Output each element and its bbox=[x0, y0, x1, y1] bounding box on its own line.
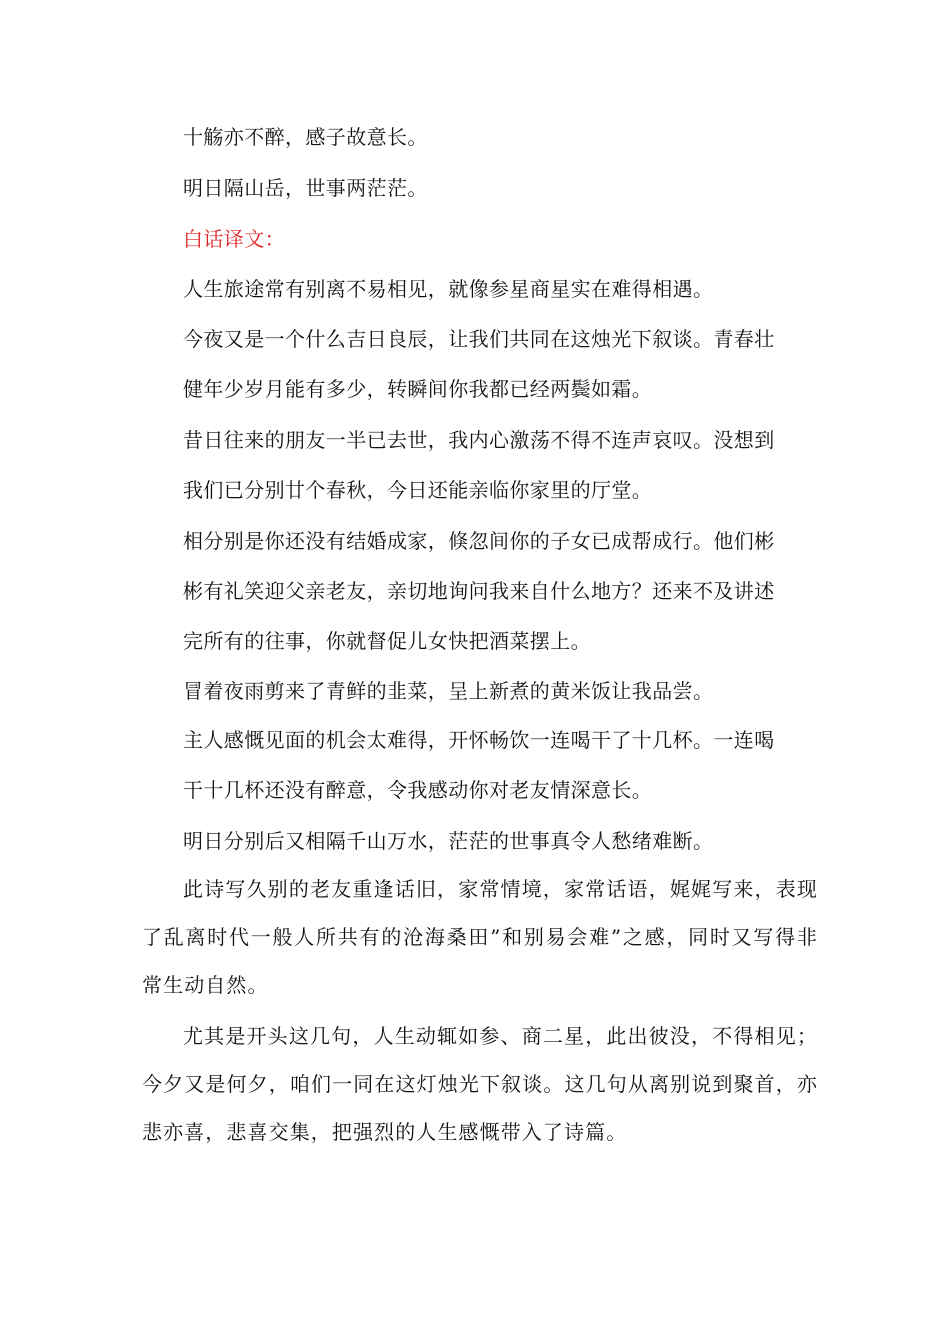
poem-line-2: 明日隔山岳，世事两茫茫。 bbox=[183, 176, 428, 200]
translation-line-11: 干十几杯还没有醉意，令我感动你对老友情深意长。 bbox=[183, 778, 653, 802]
translation-line-1: 人生旅途常有别离不易相见，就像参星商星实在难得相遇。 bbox=[183, 277, 714, 301]
translation-line-5: 我们已分别廿个春秋，今日还能亲临你家里的厅堂。 bbox=[183, 478, 653, 502]
translation-line-12: 明日分别后又相隔千山万水，茫茫的世事真令人愁绪难断。 bbox=[183, 829, 714, 853]
commentary-paragraph-1: 此诗写久别的老友重逢话旧，家常情境，家常话语，娓娓写来，表现了乱离时代一般人所共有的沧海桑田”和别易会难”之感，同时又写得非常生动自然。 bbox=[142, 877, 818, 997]
commentary-paragraph-2: 尤其是开头这几句，人生动辄如参、商二星，此出彼没，不得相见；今夕又是何夕，咱们一同在这灯烛光下叙谈。这几句从离别说到聚首，亦悲亦喜，悲喜交集，把强烈的人生感慨带入了诗篇。 bbox=[142, 1024, 818, 1144]
translation-line-10: 主人感慨见面的机会太难得，开怀畅饮一连喝干了十几杯。一连喝 bbox=[183, 728, 775, 752]
translation-heading: 白话译文： bbox=[183, 227, 285, 251]
translation-line-4: 昔日往来的朋友一半已去世，我内心激荡不得不连声哀叹。没想到 bbox=[183, 428, 775, 452]
translation-line-3: 健年少岁月能有多少，转瞬间你我都已经两鬓如霜。 bbox=[183, 377, 653, 401]
translation-line-2: 今夜又是一个什么吉日良辰，让我们共同在这烛光下叙谈。青春壮 bbox=[183, 327, 775, 351]
poem-line-1: 十觞亦不醉，感子故意长。 bbox=[183, 125, 428, 149]
translation-line-8: 完所有的往事，你就督促儿女快把酒菜摆上。 bbox=[183, 629, 591, 653]
translation-line-6: 相分别是你还没有结婚成家，倏忽间你的子女已成帮成行。他们彬 bbox=[183, 529, 775, 553]
translation-line-9: 冒着夜雨剪来了青鲜的韭菜，呈上新煮的黄米饭让我品尝。 bbox=[183, 679, 714, 703]
translation-line-7: 彬有礼笑迎父亲老友，亲切地询问我来自什么地方？还来不及讲述 bbox=[183, 579, 775, 603]
